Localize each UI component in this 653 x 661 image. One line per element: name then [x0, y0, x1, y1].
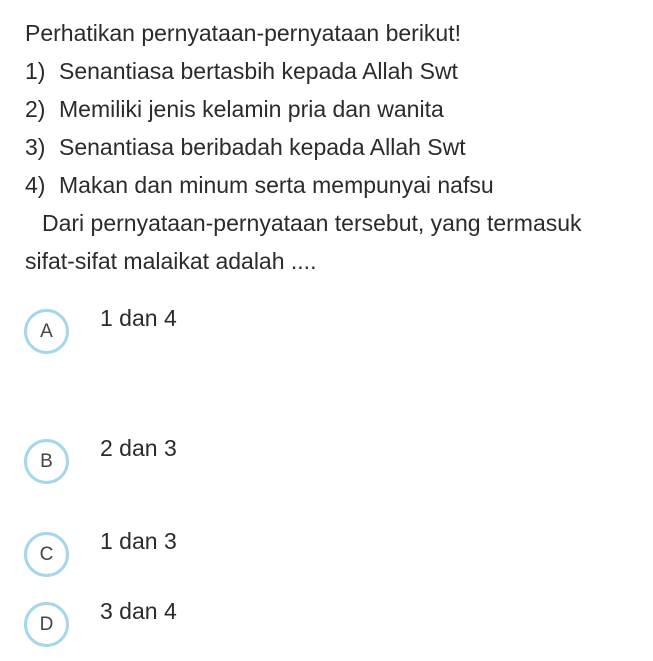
statement-item — [25, 128, 640, 166]
option-d-letter-circle[interactable]: D — [24, 602, 69, 647]
statement-text: Senantiasa beribadah kepada Allah Swt — [59, 134, 466, 160]
question-prompt-line-1: Dari pernyataan-pernyataan tersebut, yang termasuk — [42, 210, 582, 236]
question-prompt-line-2: sifat-sifat malaikat adalah .... — [25, 248, 317, 274]
statement-item — [25, 166, 640, 204]
option-a-text[interactable]: 1 dan 4 — [100, 305, 177, 331]
statement-number: 2) — [25, 96, 46, 122]
question-block — [25, 14, 640, 280]
statement-number: 3) — [25, 134, 46, 160]
statement-text: Memiliki jenis kelamin pria dan wanita — [59, 96, 444, 122]
statement-item — [25, 90, 640, 128]
option-b-letter-circle[interactable]: B — [24, 439, 69, 484]
statement-number: 4) — [25, 172, 46, 198]
option-d-text[interactable]: 3 dan 4 — [100, 598, 177, 624]
option-c-letter-circle[interactable]: C — [24, 532, 69, 577]
option-c-text[interactable]: 1 dan 3 — [100, 528, 177, 554]
statement-text: Senantiasa bertasbih kepada Allah Swt — [59, 58, 458, 84]
option-b-text[interactable]: 2 dan 3 — [100, 435, 177, 461]
question-intro: Perhatikan pernyataan-pernyataan berikut! — [25, 20, 462, 46]
statement-item — [25, 52, 640, 90]
statement-text: Makan dan minum serta mempunyai nafsu — [59, 172, 494, 198]
statement-number: 1) — [25, 58, 46, 84]
option-a-letter-circle[interactable]: A — [24, 309, 69, 354]
